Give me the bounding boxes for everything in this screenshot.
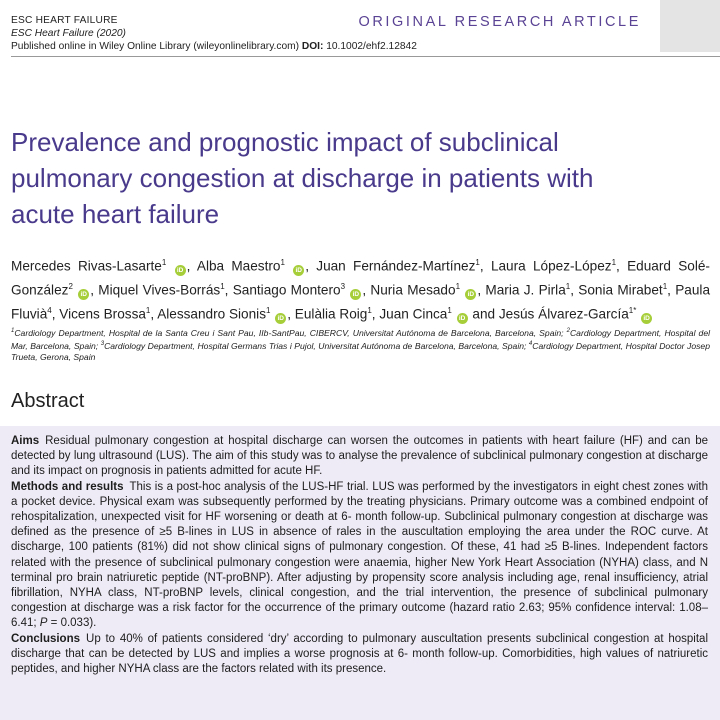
methods-label: Methods and results: [11, 480, 124, 493]
author-name: Vicens Brossa: [59, 306, 146, 322]
aims-text: Residual pulmonary congestion at hospital discharge can worsen the outcomes in patients with heart failure (HF) and can be detected by lung ultrasound (LUS). The aim of this study was to analyse the prevalence of subclinical pulmonary congestion at discharge and its impact on prognosis in patients admitted for acute HF.: [11, 435, 708, 478]
author-name: Miquel Vives-Borrás: [98, 282, 221, 298]
author-name: Santiago Montero: [232, 282, 341, 298]
author-affiliation-mark: 1: [266, 306, 271, 316]
author-affiliation-mark: 1: [565, 282, 571, 292]
abstract-conclusions: [11, 632, 708, 678]
affiliation-text: Cardiology Department, Hospital Doctor Josep Trueta, Gerona, Spain: [11, 340, 710, 363]
author-name: Maria J. Pirla: [485, 282, 566, 298]
doi-label: DOI:: [301, 41, 324, 52]
author-affiliation-mark: 1: [455, 282, 461, 292]
journal-citation: ESC Heart Failure (2020): [11, 28, 126, 39]
author-affiliation-mark: 4: [47, 306, 52, 316]
article-title: Prevalence and prognostic impact of subclinical pulmonary congestion at discharge in patients with acute heart failure: [11, 127, 594, 229]
journal-name: ESC HEART FAILURE: [11, 15, 118, 26]
abstract-heading: Abstract: [11, 390, 85, 412]
author-name: Paula Fluvià: [11, 282, 711, 322]
author-list: Mercedes Rivas-Lasarte$^1$ iD , Alba Maestro$^1$ iD , Juan Fernández-Martínez$^1$, Laura López-López$^1$, Eduard Solé-González$^2$ iD , Miquel Vives-Borrás$^1$, Santiago Montero$^3$ iD , Nuria Mesado$^1$ iD , Maria J. Pirla$^1$, Sonia Mirabet$^1$, Paula Fluvià$^4$, Vicens Brossa$^1$, Alessandro Sionis$^1$ iD , Eulàlia Roig$^1$, Juan Cinca$^1$ iD and Jesús Álvarez-García$^{1*}$ iD: [11, 258, 711, 322]
author-name: Alessandro Sionis: [157, 306, 266, 322]
author-name: Jesús Álvarez-García: [498, 306, 629, 322]
affiliation-number: 4: [528, 341, 533, 348]
orcid-icon[interactable]: iD: [275, 313, 286, 324]
aims-label: Aims: [11, 435, 40, 447]
author-name: Eduard Solé-González: [11, 258, 710, 298]
author-affiliation-mark: 1: [447, 306, 452, 316]
abstract-aims: [11, 434, 708, 480]
author-affiliation-mark: 1: [475, 258, 480, 267]
author-affiliation-mark: 1: [662, 282, 668, 292]
affiliation-number: 1: [11, 328, 15, 334]
author-affiliation-mark: 1*: [628, 306, 637, 316]
orcid-icon[interactable]: iD: [641, 313, 652, 324]
orcid-icon[interactable]: iD: [350, 289, 361, 300]
conclusions-text: Up to 40% of patients considered ‘dry’ according to pulmonary auscultation presents subclinical congestion at hospital discharge that can be detected by LUS and implies a worse prognosis at 6- month follow-up. Comorbidities, high values of natriuretic peptides, and higher NYHA class are the factors related with its presence.: [11, 632, 708, 676]
orcid-icon[interactable]: iD: [175, 265, 186, 276]
orcid-icon[interactable]: iD: [78, 289, 89, 300]
abstract-body: [11, 434, 708, 677]
author-and: and: [468, 306, 499, 322]
author-name: Juan Fernández-Martínez: [316, 258, 476, 274]
orcid-icon[interactable]: iD: [465, 289, 476, 300]
orcid-icon[interactable]: iD: [457, 313, 468, 324]
author-name: Juan Cinca: [379, 306, 448, 322]
corner-tab: [660, 0, 720, 52]
methods-text: This is a post-hoc analysis of the LUS-HF trial. LUS was performed by the investigators in eight chest zones with a pocket device. Physical exam was subsequently performed by the treating physicians. Primary outcome was a combined endpoint of rehospitalization, unexpected visit for HF worsening or death at 6- month follow-up. Subclinical pulmonary congestion at discharge was defined as the presence of ≥5 B-lines in LUS in absence of rales in the auscultation employing the area under the ROC curve. At discharge, 100 patients (81%) did not show clinical signs of pulmonary congestion. Of these, 41 had ≥5 B-lines. Independent factors related with the presence of subclinical pulmonary congestion were anaemia, higher New York Heart Association (NYHA) class, and N terminal pro brain natriuretic peptide (NT-proBNP). After adjusting by propensity score analysis including age, renal insufficiency, atrial fibrillation, NYHA class, NT-proBNP levels, clinical congestion, and the trial intervention, the presence of subclinical pulmonary congestion at discharge was a risk factor for the occurrence of the primary outcome (hazard ratio 2.63; 95% confidence interval: 1.08–6.41;: [11, 480, 708, 630]
p-label: P: [39, 617, 48, 630]
abstract-methods: [11, 480, 708, 632]
header-rule: [11, 56, 720, 57]
author-name: Mercedes Rivas-Lasarte: [11, 258, 162, 274]
conclusions-label: Conclusions: [11, 632, 81, 645]
methods-text-end: = 0.033).: [50, 617, 97, 630]
affiliation-text: Cardiology Department, Hospital del Mar, Barcelona, Spain;: [11, 327, 711, 351]
author-affiliation-mark: 3: [340, 282, 346, 292]
author-affiliation-mark: 1: [220, 282, 225, 292]
author-affiliation-mark: 1: [611, 258, 617, 267]
affiliation-text: Cardiology Department, Hospital de la Santa Creu i Sant Pau, IIb-SantPau, CIBERCV, Universitat Autónoma de Barcelona, Barcelona, Spain;: [14, 327, 564, 338]
author-name: Nuria Mesado: [370, 282, 456, 298]
published-text: Published online in Wiley Online Library (wileyonlinelibrary.com): [11, 41, 300, 52]
author-affiliation-mark: 1: [161, 258, 167, 267]
affiliation-number: 3: [100, 341, 105, 348]
author-affiliation-mark: 1: [367, 306, 372, 316]
author-name: Eulàlia Roig: [294, 306, 368, 322]
author-affiliation-mark: 1: [145, 306, 151, 316]
author-affiliation-mark: 2: [68, 282, 73, 292]
affiliations: [11, 326, 710, 363]
doi-link[interactable]: 10.1002/ehf2.12842: [326, 41, 417, 52]
author-name: Laura López-López: [490, 258, 612, 274]
article-type: ORIGINAL RESEARCH ARTICLE: [358, 14, 641, 30]
journal-published: [11, 40, 417, 53]
orcid-icon[interactable]: iD: [293, 265, 304, 276]
author-name: Alba Maestro: [196, 258, 281, 274]
author-name: Sonia Mirabet: [578, 282, 663, 298]
affiliation-number: 2: [566, 328, 570, 334]
author-affiliation-mark: 1: [280, 258, 285, 267]
affiliation-text: Cardiology Department, Hospital Germans Trias i Pujol, Universitat Autónoma de Barcelona, Barcelona, Spain;: [104, 340, 527, 351]
journal-info: [11, 14, 417, 53]
